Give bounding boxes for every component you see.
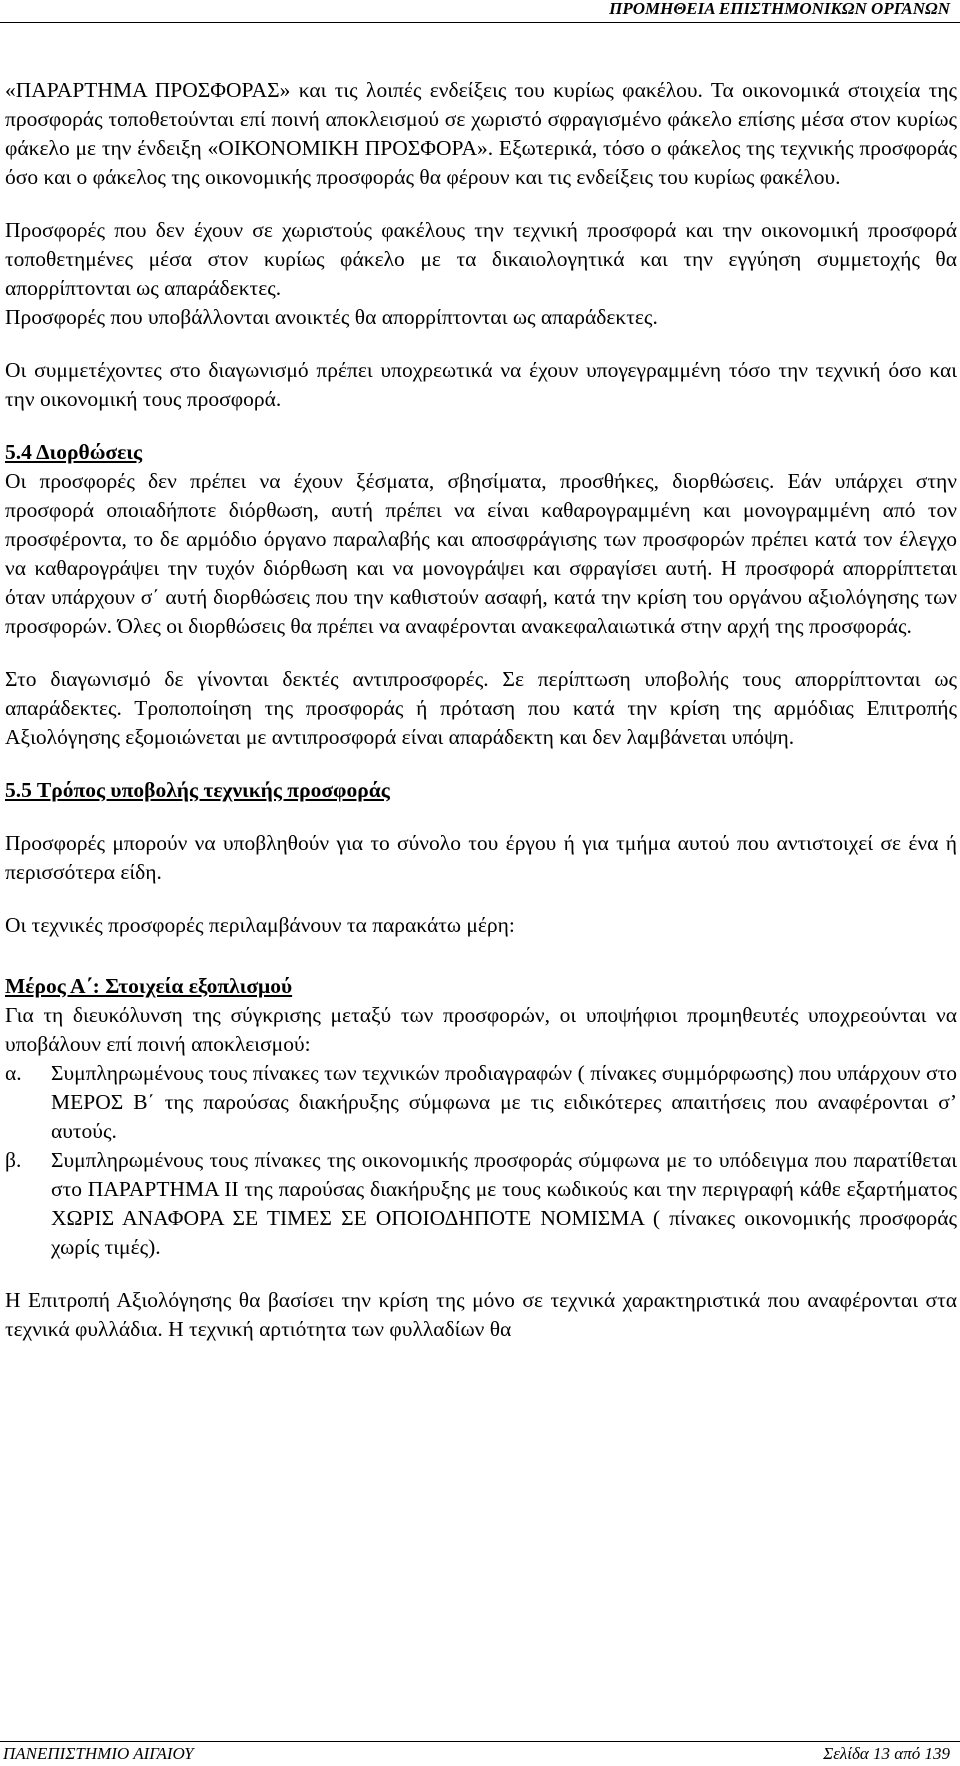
footer-divider — [0, 1741, 960, 1742]
header-title: ΠΡΟΜΗΘΕΙΑ ΕΠΙΣΤΗΜΟΝΙΚΩΝ ΟΡΓΑΝΩΝ — [609, 0, 950, 18]
list-marker: α. — [5, 1061, 22, 1085]
list-item — [5, 1059, 957, 1146]
section-heading-5-5: 5.5 Τρόπος υποβολής τεχνικής προσφοράς — [5, 778, 390, 802]
paragraph: Οι προσφορές δεν πρέπει να έχουν ξέσματα, σβησίματα, προσθήκες, διορθώσεις. Εάν υπάρχει στην προσφορά οποιαδήποτε διόρθωση, αυτή πρέπει να είναι καθαρογραμμένη και μονογραμμένη από τον προσφέροντα, το δε αρμόδιο όργανο παραλαβής και αποσφράγισης των προσφορών πρέπει κατά τον έλεγχο να καθαρογράψει την τυχόν διόρθωση και να μονογράψει και σφραγίσει αυτή. Η προσφορά απορρίπτεται όταν υπάρχουν σ΄ αυτή διορθώσεις που την καθιστούν ασαφή, κατά την κρίση του οργάνου αξιολόγησης των προσφορών. Όλες οι διορθώσεις θα πρέπει να αναφέρονται ανακεφαλαιωτικά στην αρχή της προσφοράς. — [5, 469, 957, 638]
paragraph: Προσφορές μπορούν να υποβληθούν για το σύνολο του έργου ή για τμήμα αυτού που αντιστοιχεί σε ένα ή περισσότερα είδη. — [5, 831, 957, 884]
paragraph: «ΠΑΡΑΡΤΗΜΑ ΠΡΟΣΦΟΡΑΣ» και τις λοιπές ενδείξεις του κυρίως φακέλου. Τα οικονομικά στοιχεία της προσφοράς τοποθετούνται επί ποινή αποκλεισμού σε χωριστό σφραγισμένο φάκελο επίσης μέσα στον κυρίως φάκελο με την ένδειξη «ΟΙΚΟΝΟΜΙΚΗ ΠΡΟΣΦΟΡΑ». Εξωτερικά, τόσο ο φάκελος της τεχνικής προσφοράς όσο και ο φάκελος της οικονομικής προσφοράς θα φέρουν και τις ενδείξεις του κυρίως φακέλου. — [5, 78, 957, 189]
paragraph: Οι τεχνικές προσφορές περιλαμβάνουν τα παρακάτω μέρη: — [5, 913, 515, 937]
running-header — [0, 0, 960, 22]
footer-institution: ΠΑΝΕΠΙΣΤΗΜΙΟ ΑΙΓΑΙΟΥ — [3, 1744, 194, 1763]
list-item — [5, 1146, 957, 1262]
running-footer — [0, 1744, 960, 1764]
list-item-text: Συμπληρωμένους τους πίνακες της οικονομικής προσφοράς σύμφωνα με το υπόδειγμα που παρατίθεται στο ΠΑΡΑΡΤΗΜΑ ΙΙ της παρούσας διακήρυξης με τους κωδικούς και την περιγραφή κάθε εξαρτήματος ΧΩΡΙΣ ΑΝΑΦΟΡΑ ΣΕ ΤΙΜΕΣ ΣΕ ΟΠΟΙΟΔΗΠΟΤΕ ΝΟΜΙΣΜΑ ( πίνακες οικονομικής προσφοράς χωρίς τιμές). — [51, 1148, 957, 1259]
paragraph: Για τη διευκόλυνση της σύγκρισης μεταξύ των προσφορών, οι υποψήφιοι προμηθευτές υποχρεούνται να υποβάλουν επί ποινή αποκλεισμού: — [5, 1003, 957, 1056]
page-body — [5, 76, 957, 1344]
paragraph: Στο διαγωνισμό δε γίνονται δεκτές αντιπροσφορές. Σε περίπτωση υποβολής τους απορρίπτονται ως απαράδεκτες. Τροποποίηση της προσφοράς ή πρόταση που κατά την κρίση της αρμόδιας Επιτροπής Αξιολόγησης εξομοιώνεται με αντιπροσφορά είναι απαράδεκτη και δεν λαμβάνεται υπόψη. — [5, 667, 957, 749]
list-item-text: Συμπληρωμένους τους πίνακες των τεχνικών προδιαγραφών ( πίνακες συμμόρφωσης) που υπάρχουν στο ΜΕΡΟΣ Β΄ της παρούσας διακήρυξης σύμφωνα με τις ειδικότερες απαιτήσεις που αναφέρονται σ’ αυτούς. — [51, 1061, 957, 1143]
paragraph: Προσφορές που υποβάλλονται ανοικτές θα απορρίπτονται ως απαράδεκτες. — [5, 305, 658, 329]
section-heading-5-4: 5.4 Διορθώσεις — [5, 440, 143, 464]
paragraph: Η Επιτροπή Αξιολόγησης θα βασίσει την κρίση της μόνο σε τεχνικά χαρακτηριστικά που αναφέρονται στα τεχνικά φυλλάδια. Η τεχνική αρτιότητα των φυλλαδίων θα — [5, 1288, 957, 1341]
part-a-heading: Μέρος Α΄: Στοιχεία εξοπλισμού — [5, 974, 293, 998]
header-divider — [0, 22, 960, 23]
list-marker: β. — [5, 1148, 22, 1172]
paragraph: Προσφορές που δεν έχουν σε χωριστούς φακέλους την τεχνική προσφορά και την οικονομική προσφορά τοποθετημένες μέσα στον κυρίως φάκελο με τα δικαιολογητικά και την εγγύηση συμμετοχής θα απορρίπτονται ως απαράδεκτες. — [5, 218, 957, 300]
paragraph: Οι συμμετέχοντες στο διαγωνισμό πρέπει υποχρεωτικά να έχουν υπογεγραμμένη τόσο την τεχνική όσο και την οικονομική τους προσφορά. — [5, 358, 957, 411]
page-number: Σελίδα 13 από 139 — [823, 1744, 950, 1763]
